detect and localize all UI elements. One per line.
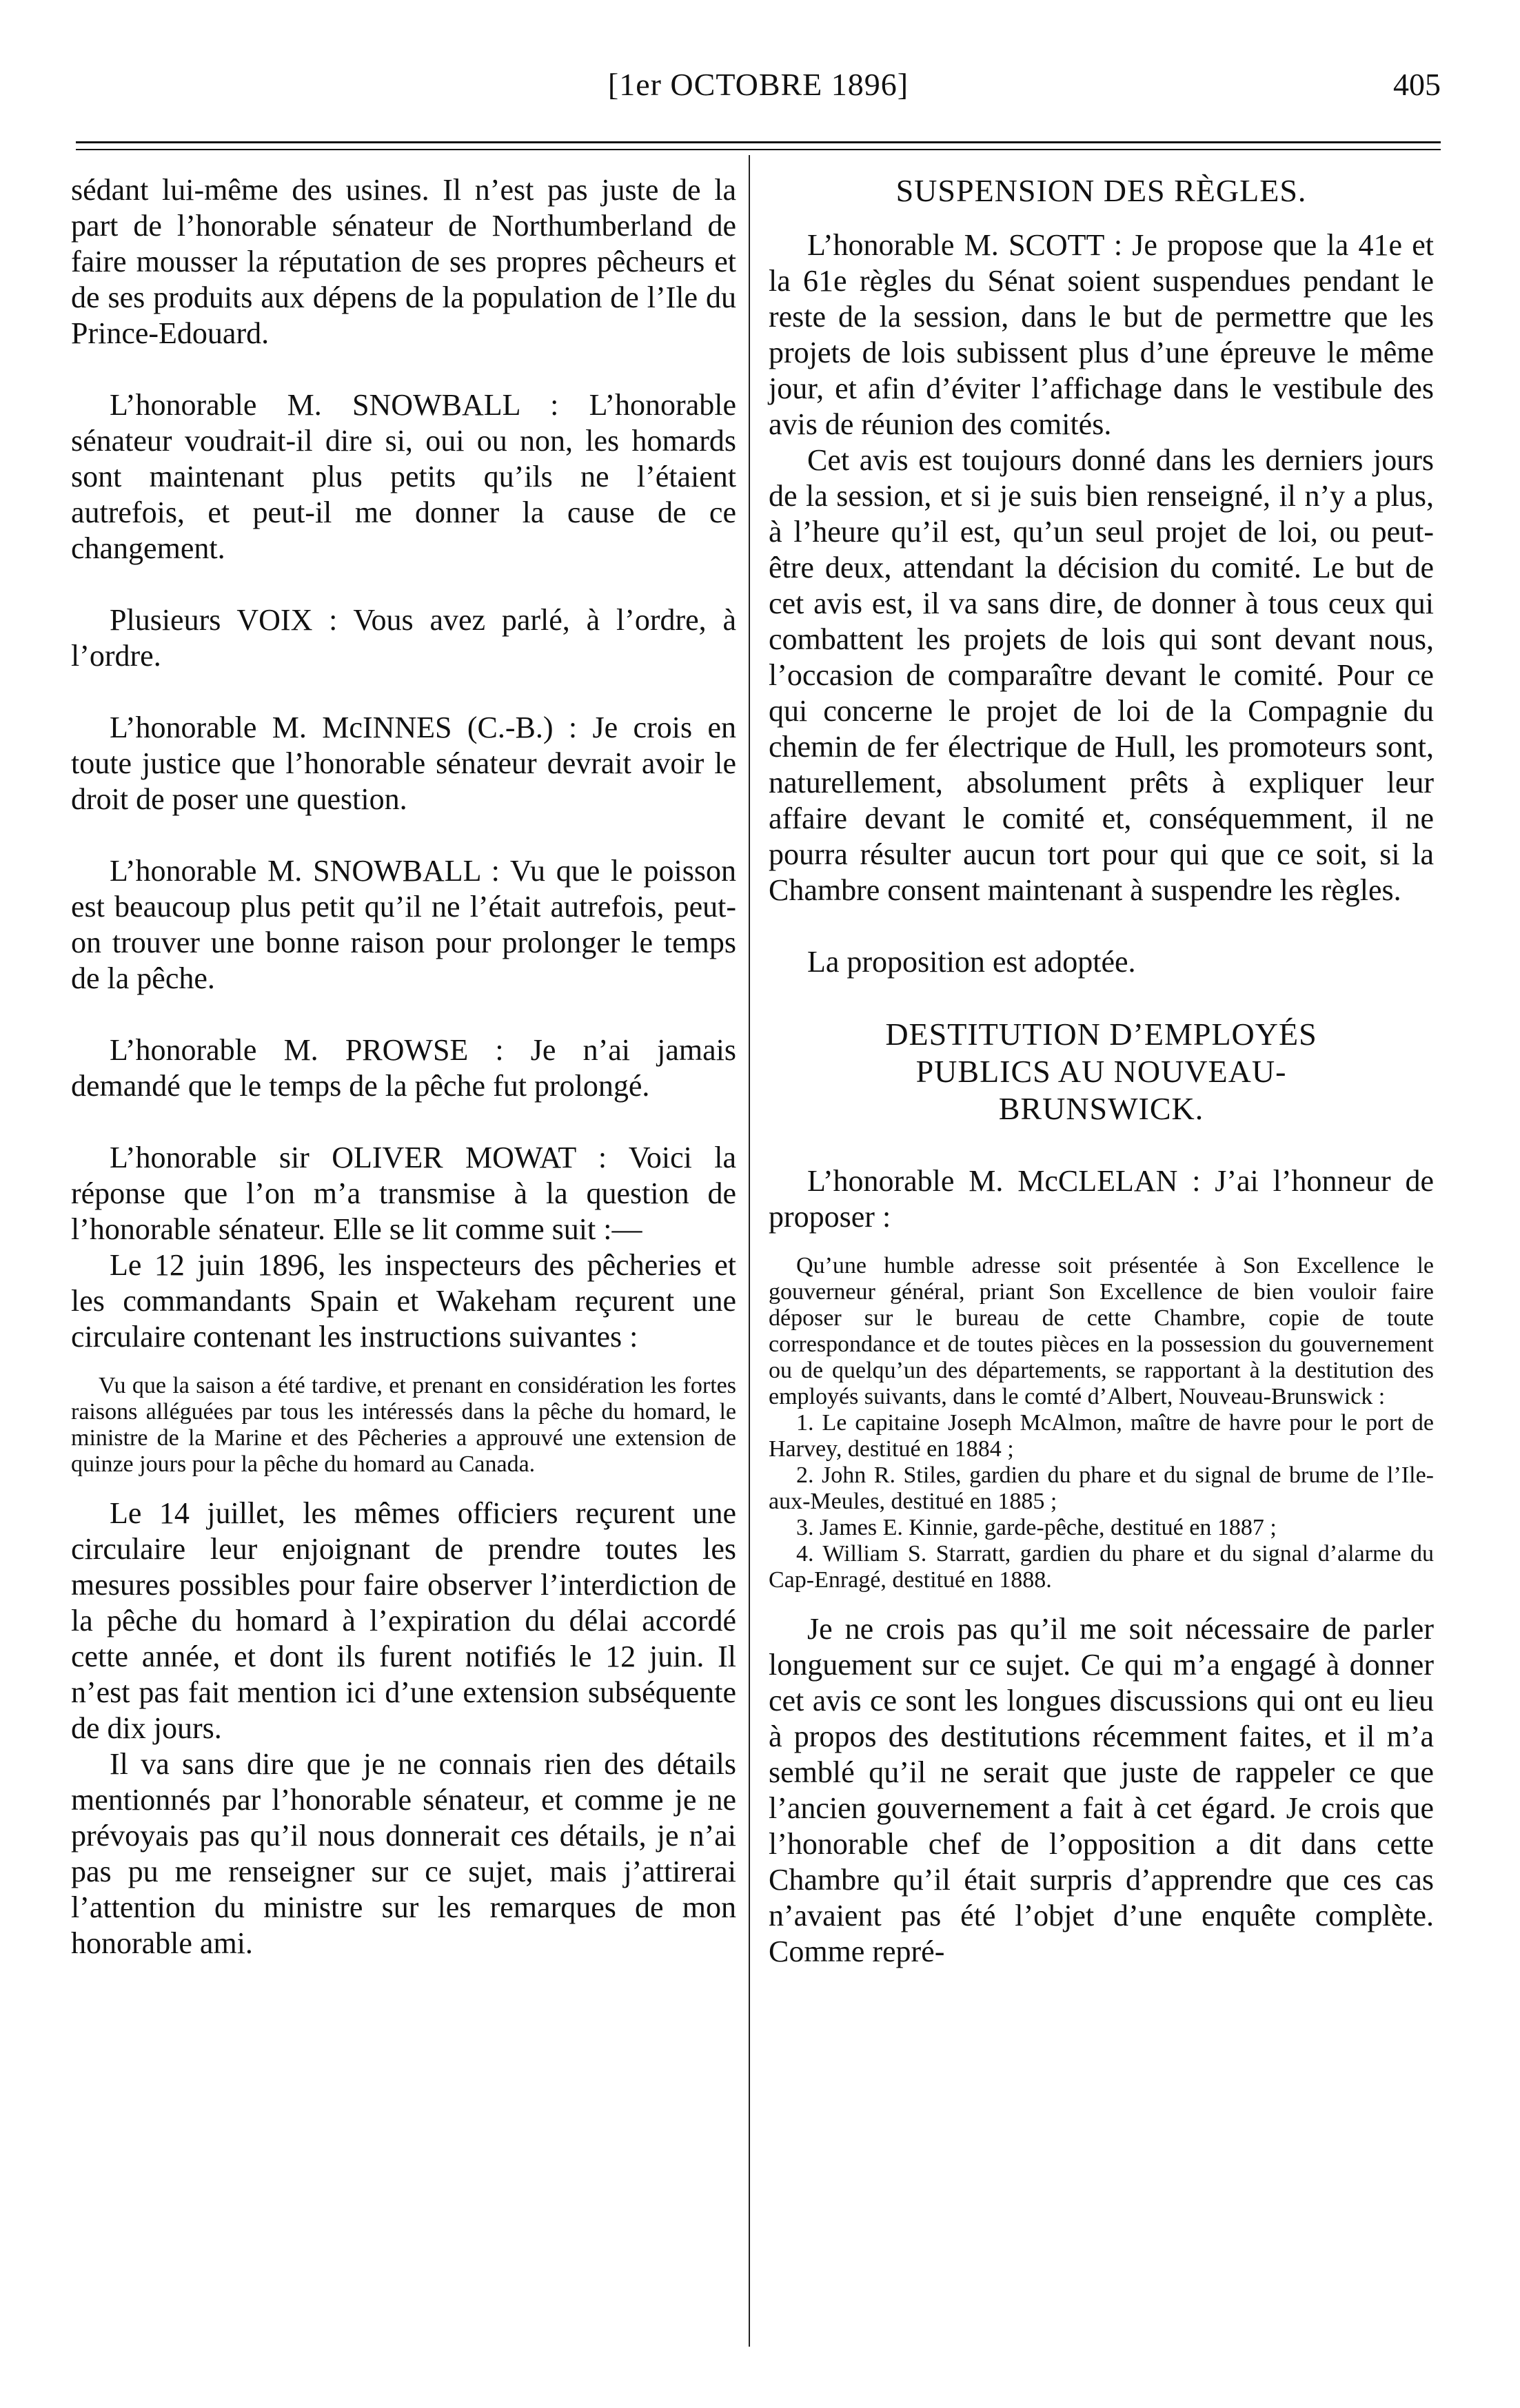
paragraph: La proposition est adoptée. [807,945,1136,979]
paragraph: Le 12 juin 1896, les inspecteurs des pêcheries et les commandants Spain et Wakeham reçurent une circulaire contenant les instructions suivantes : [71,1248,736,1354]
paragraph: L’honorable sir OLIVER MOWAT : Voici la réponse que l’on m’a transmise à la question de l’honorable sénateur. Elle se lit comme suit :— [71,1141,736,1246]
list-item: 4. William S. Starratt, gardien du phare et du signal d’alarme du Cap-Enragé, destitué en 1888. [769,1541,1434,1593]
paragraph: L’honorable M. PROWSE : Je n’ai jamais demandé que le temps de la pêche fut prolongé. [71,1033,736,1103]
paragraph: sédant lui-même des usines. Il n’est pas juste de la part de l’honorable sénateur de Northumberland de faire mousser la réputation de ses propres pêcheurs et de ses produits aux dépens de la population de l’Ile du Prince-Edouard. [71,173,736,350]
paragraph: Il va sans dire que je ne connais rien des détails mentionnés par l’honorable sénateur, et comme je ne prévoyais pas qu’il nous donnerait ces détails, je n’ai pas pu me renseigner sur ce sujet, mais j’attirerai l’attention du ministre sur les remarques de mon honorable ami. [71,1747,736,1960]
quoted-circular [71,1373,736,1478]
right-column [769,172,1434,1970]
header-rule [76,141,1441,143]
running-head: [1er OCTOBRE 1896] [607,67,909,102]
list-item: 1. Le capitaine Joseph McAlmon, maître de havre pour le port de Harvey, destitué en 1884 ; [769,1410,1434,1462]
paragraph: L’honorable M. SNOWBALL : L’honorable sénateur voudrait-il dire si, oui ou non, les homards sont maintenant plus petits qu’ils ne l’étaient autrefois, et peut-il me donner la cause de ce changement. [71,388,736,565]
paragraph: Plusieurs VOIX : Vous avez parlé, à l’ordre, à l’ordre. [71,603,736,673]
page-number: 405 [1393,67,1441,102]
list-item: 3. James E. Kinnie, garde-pêche, destitué en 1887 ; [796,1515,1277,1540]
title-line: BRUNSWICK. [998,1091,1204,1126]
paragraph: Je ne crois pas qu’il me soit nécessaire de parler longuement sur ce sujet. Ce qui m’a engagé à donner cet avis ce sont les longues discussions qui ont eu lieu à propos des destitutions récemment faites, et il m’a semblé qu’il ne serait que juste de rappeler ce que l’ancien gouvernement a fait à cet égard. Je crois que l’honorable chef de l’opposition a dit dans cette Chambre qu’il était surpris d’apprendre que ces cas n’avaient pas été l’objet d’une enquête complète. Comme repré- [769,1612,1434,1968]
motion-text [769,1253,1434,1593]
left-column [71,172,736,1961]
paragraph: Cet avis est toujours donné dans les derniers jours de la session, et si je suis bien renseigné, il n’y a plus, à l’heure qu’il est, qu’un seul projet de loi, ou peut-être deux, attendant la décision du comité. Le but de cet avis est, il va sans dire, de donner à tous ceux qui combattent les projets de lois qui sont devant nous, l’occasion de comparaître devant le comité. Pour ce qui concerne le projet de loi de la Compagnie du chemin de fer électrique de Hull, les promoteurs sont, naturellement, absolument prêts à expliquer leur affaire devant le comité et, conséquemment, il ne pourra résulter aucun tort pour qui que ce soit, si la Chambre consent maintenant à suspendre les règles. [769,443,1434,907]
page-header [76,66,1441,114]
quote-text: Qu’une humble adresse soit présentée à Son Excellence le gouverneur général, priant Son Excellence de bien vouloir faire déposer sur le bureau de cette Chambre, copie de toute correspondance et de toutes pièces en la possession du gouvernement ou de quelqu’un des départements, se rapportant à la destitution des employés suivants, dans le comté d’Albert, Nouveau-Brunswick : [769,1253,1434,1409]
title-line: DESTITUTION D’EMPLOYÉS [885,1017,1317,1052]
paragraph: L’honorable M. McINNES (C.-B.) : Je crois en toute justice que l’honorable sénateur devrait avoir le droit de poser une question. [71,711,736,816]
title-line: PUBLICS AU NOUVEAU- [915,1054,1287,1089]
section-title [769,1016,1434,1128]
header-rule-thin [76,149,1441,150]
quote-text: Vu que la saison a été tardive, et prenant en considération les fortes raisons alléguées par tous les intéressés dans la pêche du homard, le ministre de la Marine et des Pêcheries a approuvé une extension de quinze jours pour la pêche du homard au Canada. [71,1373,736,1477]
paragraph: Le 14 juillet, les mêmes officiers reçurent une circulaire leur enjoignant de prendre toutes les mesures possibles pour faire observer l’interdiction de la pêche du homard à l’expiration du délai accordé cette année, et dont ils furent notifiés le 12 juin. Il n’est pas fait mention ici d’une extension subséquente de dix jours. [71,1496,736,1745]
paragraph: L’honorable M. SCOTT : Je propose que la 41e et la 61e règles du Sénat soient suspendues pendant le reste de la session, dans le but de permettre que les projets de lois subissent plus d’une épreuve le même jour, et afin d’éviter l’affichage dans le vestibule des avis de réunion des comités. [769,228,1434,441]
paragraph: L’honorable M. SNOWBALL : Vu que le poisson est beaucoup plus petit qu’il ne l’était autrefois, peut-on trouver une bonne raison pour prolonger le temps de la pêche. [71,854,736,995]
column-divider [749,155,750,2347]
section-title: SUSPENSION DES RÈGLES. [895,173,1307,208]
paragraph: L’honorable M. McCLELAN : J’ai l’honneur de proposer : [769,1164,1434,1234]
list-item: 2. John R. Stiles, gardien du phare et du signal de brume de l’Ile-aux-Meules, destitué en 1885 ; [769,1462,1434,1514]
